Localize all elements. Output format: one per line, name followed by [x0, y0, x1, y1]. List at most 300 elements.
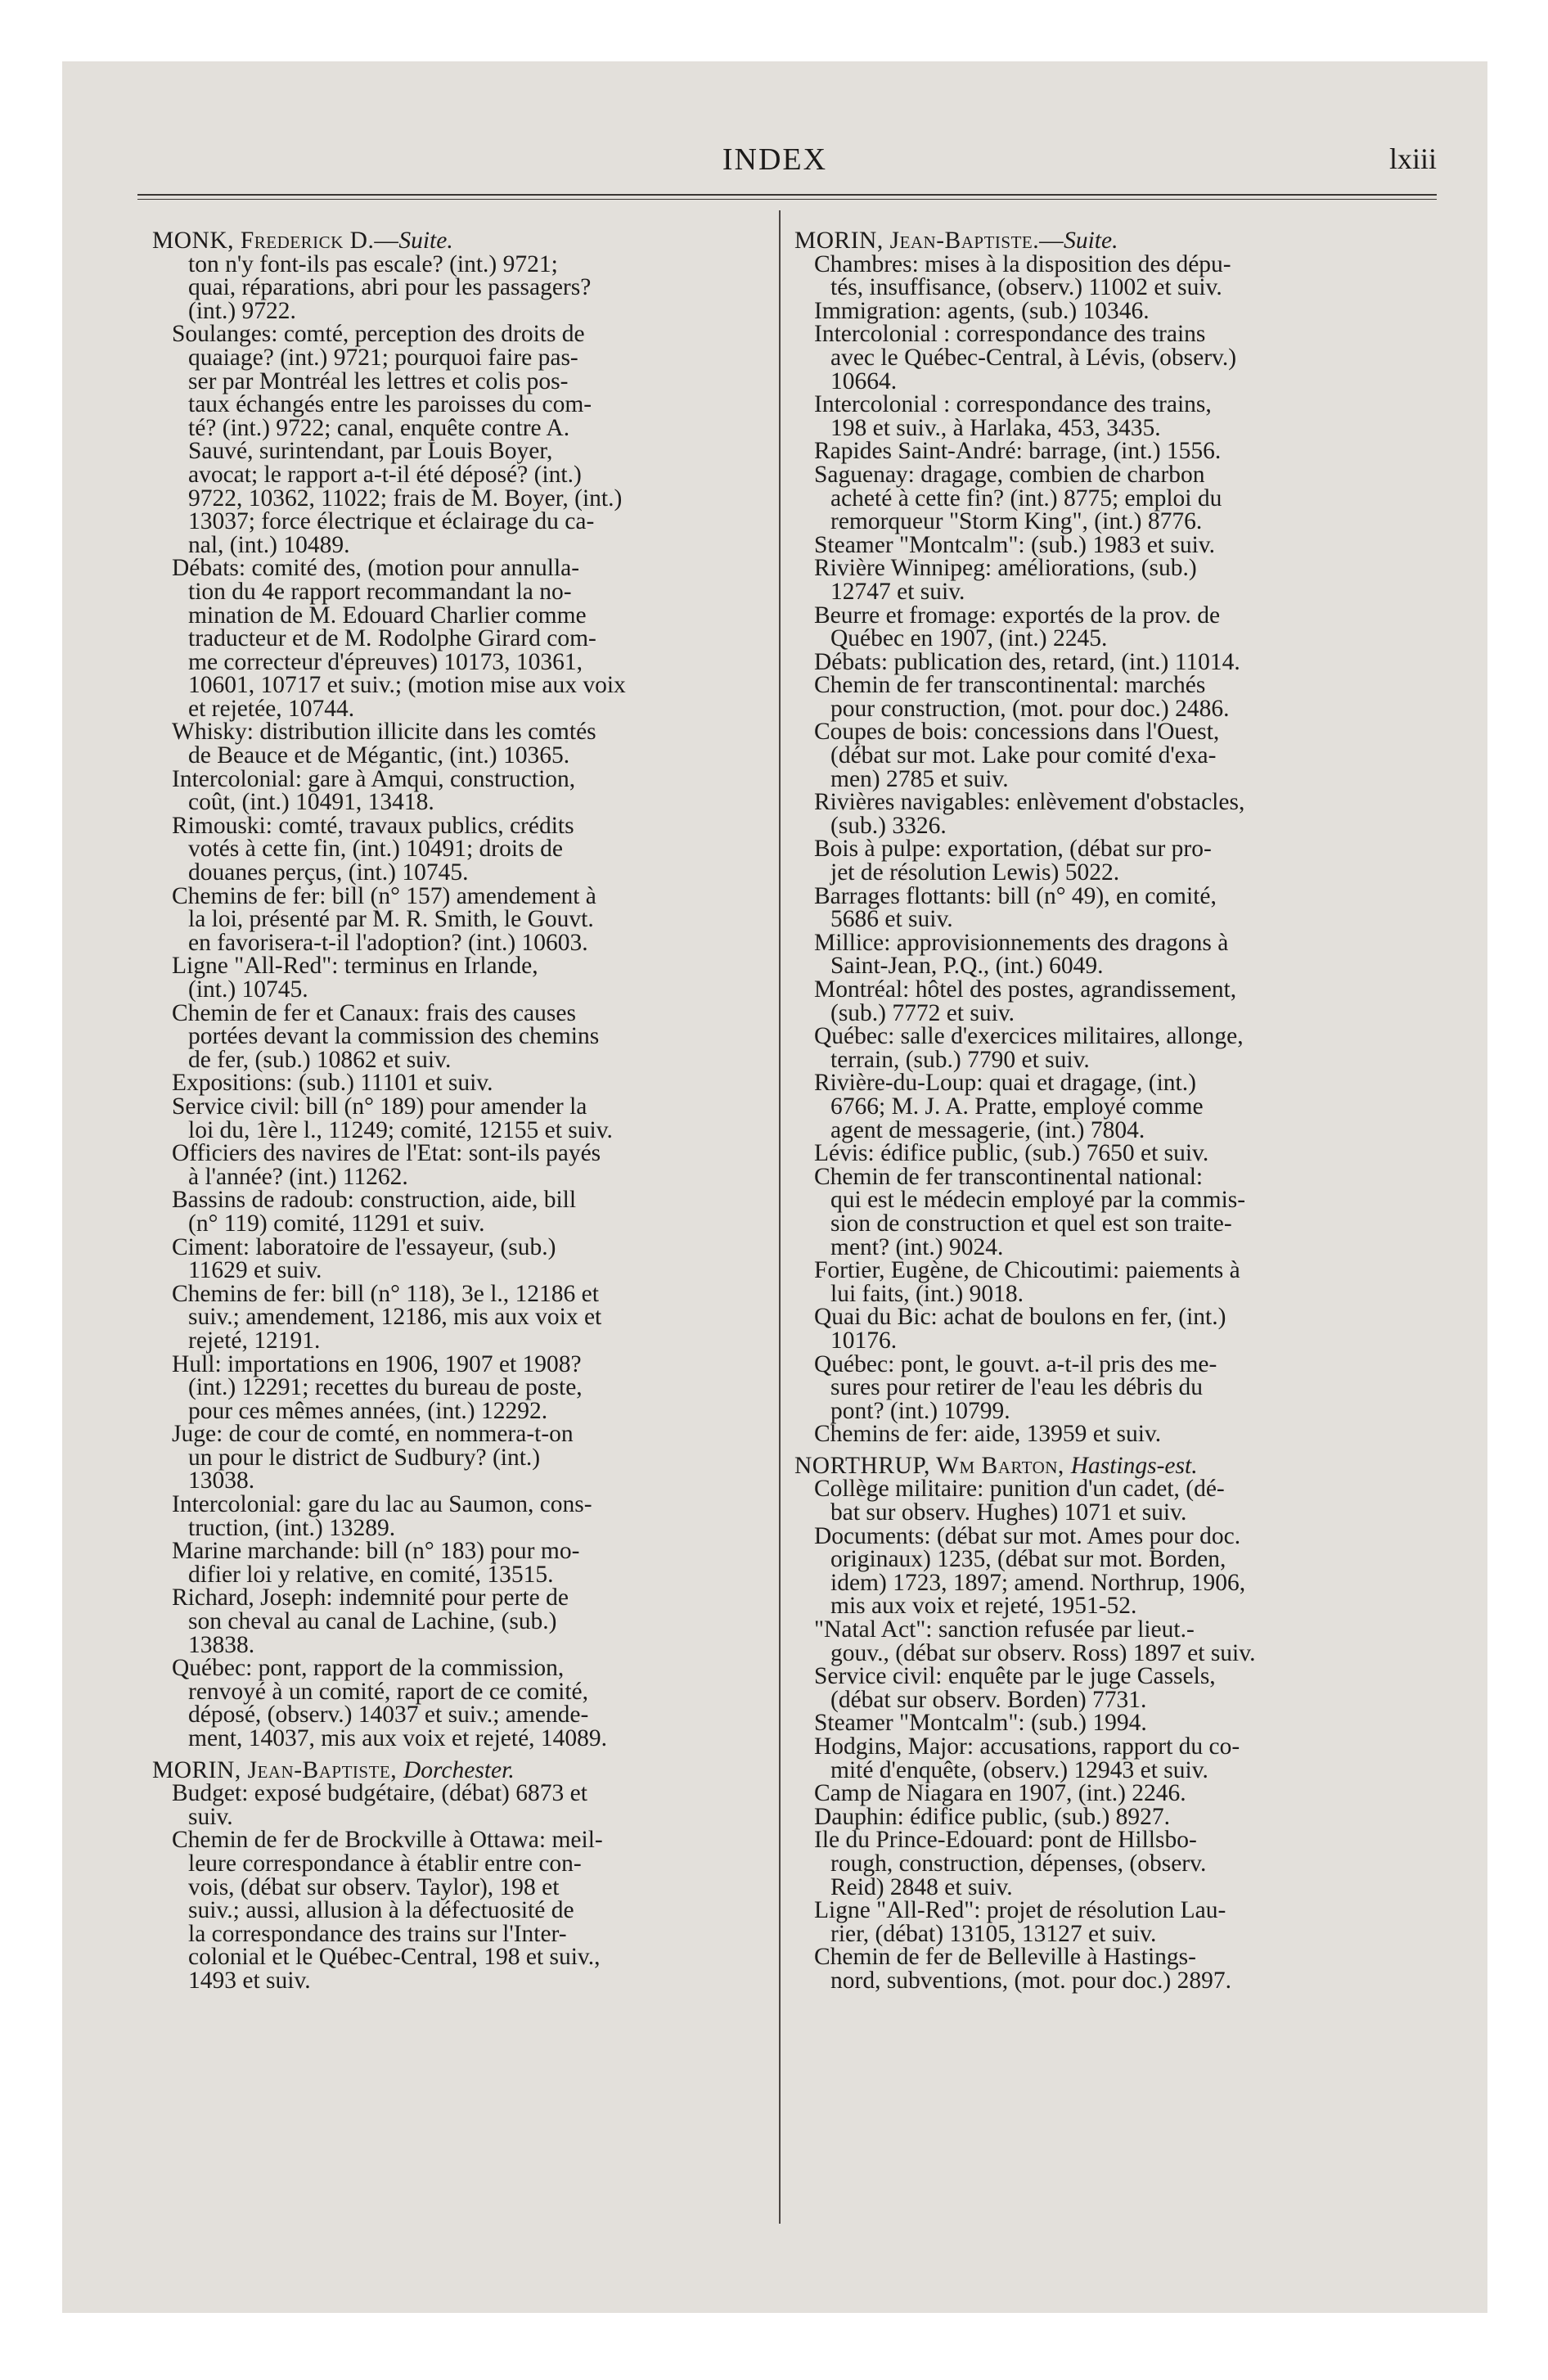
line-text: tion du 4e rapport recommandant la no-	[188, 578, 572, 605]
index-line	[152, 791, 770, 814]
index-line	[152, 978, 770, 1002]
index-line	[794, 837, 1441, 861]
index-line	[794, 954, 1441, 978]
line-text: mination de M. Edouard Charlier comme	[188, 602, 587, 629]
heading-qualifier: Suite.	[398, 228, 453, 254]
line-text: difier loi y relative, en comité, 13515.	[188, 1561, 554, 1588]
line-text: Bois à pulpe: exportation, (débat sur pro-	[814, 836, 1212, 863]
index-line	[152, 1586, 770, 1610]
line-text: me correcteur d'épreuves) 10173, 10361,	[188, 648, 583, 675]
index-line	[152, 627, 770, 651]
index-line	[152, 814, 770, 838]
index-line	[794, 999, 1441, 1026]
line-text: en favorisera-t-il l'adoption? (int.) 10603.	[188, 929, 588, 956]
index-line	[152, 1116, 770, 1143]
line-text: Ile du Prince-Edouard: pont de Hillsbo-	[814, 1827, 1197, 1854]
index-line	[152, 1631, 770, 1658]
line-text: Whisky: distribution illicite dans les comtés	[172, 719, 596, 746]
line-text: gouv., (débat sur observ. Ross) 1897 et suiv.	[830, 1639, 1256, 1666]
index-line	[152, 744, 770, 768]
line-text: Saint-Jean, P.Q., (int.) 6049.	[830, 953, 1104, 980]
line-text: 1493 et suiv.	[188, 1967, 311, 1994]
line-text: renvoyé à un comité, raport de ce comité,	[188, 1678, 588, 1705]
line-text: Québec: pont, le gouvt. a-t-il pris des me-	[814, 1350, 1217, 1377]
index-line	[152, 1539, 770, 1563]
line-text: 13037; force électrique et éclairage du ca-	[188, 508, 595, 535]
index-line	[794, 1212, 1441, 1236]
index-line	[152, 276, 770, 300]
line-text: lui faits, (int.) 9018.	[830, 1280, 1024, 1307]
index-line	[152, 931, 770, 955]
index-line	[794, 648, 1441, 675]
line-text: la loi, présenté par M. R. Smith, le Gouvt.	[188, 906, 594, 933]
line-text: Steamer "Montcalm": (sub.) 1994.	[814, 1710, 1147, 1737]
line-text: déposé, (observ.) 14037 et suiv.; amende-	[188, 1702, 589, 1729]
line-text: Chemin de fer et Canaux: frais des causes	[172, 999, 576, 1026]
line-text: truction, (int.) 13289.	[188, 1514, 396, 1541]
index-line	[794, 367, 1441, 394]
line-text: Saguenay: dragage, combien de charbon	[814, 461, 1205, 488]
heading-name: MORIN, Jean-Baptiste.—	[794, 228, 1064, 254]
index-line	[152, 557, 770, 580]
index-line	[794, 1805, 1441, 1829]
line-text: bat sur observ. Hughes) 1071 et suiv.	[830, 1499, 1187, 1526]
line-text: Beurre et fromage: exportés de la prov. de	[814, 602, 1221, 629]
line-text: suiv.	[188, 1803, 233, 1830]
line-text: de fer, (sub.) 10862 et suiv.	[188, 1046, 452, 1073]
index-page	[62, 61, 1487, 2313]
index-heading	[152, 229, 770, 253]
line-text: Lévis: édifice public, (sub.) 7650 et suiv.	[814, 1140, 1209, 1167]
index-line	[794, 414, 1441, 441]
index-line	[794, 1665, 1441, 1688]
index-line	[794, 744, 1441, 768]
line-text: rier, (débat) 13105, 13127 et suiv.	[830, 1920, 1157, 1947]
index-line	[794, 393, 1441, 417]
line-text: sion de construction et quel est son traite-	[830, 1210, 1232, 1237]
line-text: ment? (int.) 9024.	[830, 1233, 1004, 1260]
line-text: rough, construction, dépenses, (observ.	[830, 1850, 1207, 1877]
index-line	[152, 1095, 770, 1119]
index-line	[152, 580, 770, 604]
line-text: Reid) 2848 et suiv.	[830, 1873, 1013, 1900]
line-text: (sub.) 3326.	[830, 812, 947, 839]
index-line	[794, 1188, 1441, 1212]
index-line	[152, 487, 770, 511]
line-text: Dauphin: édifice public, (sub.) 8927.	[814, 1803, 1171, 1830]
line-text: Coupes de bois: concessions dans l'Ouest,	[814, 719, 1220, 746]
scanned-page	[62, 61, 1487, 2313]
index-line	[152, 1680, 770, 1704]
line-text: Rapides Saint-André: barrage, (int.) 1556.	[814, 438, 1222, 465]
index-line	[152, 1828, 770, 1852]
line-text: leure correspondance à établir entre con-	[188, 1850, 582, 1877]
line-text: Hodgins, Major: accusations, rapport du co-	[814, 1733, 1240, 1760]
index-line	[794, 978, 1441, 1002]
line-text: suiv.; amendement, 12186, mis aux voix et	[188, 1304, 602, 1331]
line-text: Hull: importations en 1906, 1907 et 1908?	[172, 1350, 582, 1377]
line-text: avocat; le rapport a-t-il été déposé? (int.)	[188, 461, 582, 488]
index-line	[152, 531, 770, 558]
line-text: Bassins de radoub: construction, aide, bill	[172, 1187, 577, 1214]
line-text: Montréal: hôtel des postes, agrandissement,	[814, 976, 1237, 1003]
index-line	[152, 510, 770, 534]
line-text: Fortier, Eugène, de Chicoutimi: paiements à	[814, 1257, 1240, 1284]
index-line	[152, 1703, 770, 1727]
line-text: Rivières navigables: enlèvement d'obstacles,	[814, 789, 1245, 816]
line-text: et rejetée, 10744.	[188, 695, 355, 722]
index-line	[152, 674, 770, 697]
line-text: Chemins de fer: bill (n° 118), 3e l., 12186 et	[172, 1280, 599, 1307]
index-line	[794, 1548, 1441, 1571]
line-text: 10601, 10717 et suiv.; (motion mise aux voix	[188, 672, 626, 699]
header-rule	[137, 194, 1437, 196]
line-text: Steamer "Montcalm": (sub.) 1983 et suiv.	[814, 531, 1215, 558]
line-text: jet de résolution Lewis) 5022.	[830, 859, 1120, 886]
line-text: Chemins de fer: bill (n° 157) amendement à	[172, 882, 596, 909]
index-line	[152, 1188, 770, 1212]
heading-name: MONK, Frederick D.—	[152, 228, 399, 254]
line-text: remorqueur "Storm King", (int.) 8776.	[830, 508, 1203, 535]
index-line	[794, 580, 1441, 604]
index-line	[794, 439, 1441, 463]
line-text: Québec: pont, rapport de la commission,	[172, 1655, 565, 1682]
index-line	[794, 1522, 1441, 1549]
index-line	[152, 250, 770, 277]
line-text: 12747 et suiv.	[830, 578, 965, 605]
index-line	[152, 908, 770, 931]
line-text: Intercolonial: gare à Amqui, construction,	[172, 765, 576, 792]
line-text: Chemin de fer transcontinental national:	[814, 1163, 1204, 1190]
line-text: ser par Montréal les lettres et colis pos-	[188, 367, 569, 394]
heading-qualifier: Dorchester.	[403, 1756, 515, 1783]
line-text: avec le Québec-Central, à Lévis, (observ.)	[830, 344, 1237, 371]
index-line	[794, 1873, 1441, 1900]
index-line	[152, 1493, 770, 1517]
line-text: Millice: approvisionnements des dragons à	[814, 929, 1229, 956]
index-line	[152, 322, 770, 346]
line-text: de Beauce et de Mégantic, (int.) 10365.	[188, 742, 570, 769]
index-line	[152, 367, 770, 394]
index-line	[152, 1212, 770, 1236]
index-line	[152, 1233, 770, 1260]
line-text: quai, réparations, abri pour les passagers?	[188, 274, 592, 301]
index-line	[794, 531, 1441, 558]
index-line	[152, 882, 770, 909]
line-text: Budget: exposé budgétaire, (débat) 6873 et	[172, 1780, 587, 1807]
index-line	[794, 1397, 1441, 1424]
heading-name: MORIN, Jean-Baptiste,	[152, 1756, 403, 1783]
index-line	[794, 1899, 1441, 1922]
index-line	[794, 720, 1441, 744]
index-line	[794, 1711, 1441, 1735]
line-text: Immigration: agents, (sub.) 10346.	[814, 297, 1150, 324]
index-line	[794, 697, 1441, 721]
line-text: idem) 1723, 1897; amend. Northrup, 1906,	[830, 1569, 1246, 1596]
line-text: colonial et le Québec-Central, 198 et suiv.,	[188, 1944, 601, 1971]
line-text: men) 2785 et suiv.	[830, 765, 1009, 792]
index-line	[152, 297, 770, 324]
index-line	[794, 346, 1441, 370]
line-text: nord, subventions, (mot. pour doc.) 2897.	[830, 1967, 1231, 1994]
line-text: té? (int.) 9722; canal, enquête contre A.	[188, 414, 570, 441]
index-line	[152, 648, 770, 675]
index-line	[794, 861, 1441, 885]
right-column	[794, 229, 1441, 1993]
index-line	[794, 510, 1441, 534]
line-text: Soulanges: comté, perception des droits de	[172, 321, 585, 348]
left-column	[152, 229, 770, 1993]
index-line	[152, 1969, 770, 1993]
line-text: (int.) 12291; recettes du bureau de poste,	[188, 1374, 583, 1401]
line-text: un pour le district de Sudbury? (int.)	[188, 1444, 541, 1471]
page-number: lxiii	[1388, 142, 1437, 175]
line-text: son cheval au canal de Lachine, (sub.)	[188, 1608, 557, 1635]
line-text: Chemin de fer de Brockville à Ottawa: meil-	[172, 1827, 603, 1854]
line-text: rejeté, 12191.	[188, 1327, 321, 1354]
line-text: Ligne "All-Red": terminus en Irlande,	[172, 953, 538, 980]
line-text: suiv.; aussi, allusion à la défectuosité de	[188, 1897, 574, 1924]
index-line	[152, 1282, 770, 1306]
index-line	[794, 250, 1441, 277]
line-text: la correspondance des trains sur l'Inter-	[188, 1920, 567, 1947]
index-line	[152, 1350, 770, 1377]
index-line	[794, 765, 1441, 792]
index-line	[794, 1282, 1441, 1306]
index-line	[152, 1945, 770, 1969]
line-text: quaiage? (int.) 9721; pourquoi faire pas-	[188, 344, 578, 371]
index-line	[152, 1805, 770, 1829]
index-line	[152, 1852, 770, 1876]
index-line	[794, 322, 1441, 346]
index-line	[152, 1563, 770, 1587]
line-text: Chambres: mises à la disposition des dépu-	[814, 250, 1231, 277]
index-line	[794, 1165, 1441, 1189]
heading-qualifier: Hastings-est.	[1070, 1452, 1198, 1479]
line-text: Quai du Bic: achat de boulons en fer, (int.)	[814, 1304, 1226, 1331]
index-line	[152, 393, 770, 417]
index-line	[794, 1095, 1441, 1119]
line-text: Ciment: laboratoire de l'essayeur, (sub.)	[172, 1233, 556, 1260]
index-line	[794, 674, 1441, 697]
line-text: Documents: (débat sur mot. Ames pour doc.	[814, 1522, 1241, 1549]
index-line	[152, 1514, 770, 1541]
index-line	[794, 1852, 1441, 1876]
line-text: Expositions: (sub.) 11101 et suiv.	[172, 1070, 493, 1097]
index-line	[794, 1071, 1441, 1095]
index-line	[794, 1782, 1441, 1805]
line-text: Camp de Niagara en 1907, (int.) 2246.	[814, 1780, 1186, 1807]
index-line	[794, 487, 1441, 511]
index-line	[794, 1116, 1441, 1143]
index-line	[794, 604, 1441, 628]
index-heading	[794, 1454, 1441, 1478]
line-text: Officiers des navires de l'Etat: sont-ils payés	[172, 1140, 601, 1167]
index-line	[794, 1735, 1441, 1759]
index-line	[152, 1657, 770, 1680]
line-text: Rivière-du-Loup: quai et dragage, (int.)	[814, 1070, 1196, 1097]
line-text: sures pour retirer de l'eau les débris du	[830, 1374, 1204, 1401]
line-text: 10664.	[830, 367, 898, 394]
line-text: pour construction, (mot. pour doc.) 2486.	[830, 695, 1230, 722]
line-text: 198 et suiv., à Harlaka, 453, 3435.	[830, 414, 1161, 441]
index-line	[794, 1501, 1441, 1525]
line-text: (n° 119) comité, 11291 et suiv.	[188, 1210, 485, 1237]
line-text: taux échangés entre les paroisses du com-	[188, 391, 592, 418]
line-text: nal, (int.) 10489.	[188, 531, 350, 558]
index-line	[794, 276, 1441, 300]
line-text: Ligne "All-Red": projet de résolution Lau-	[814, 1897, 1226, 1924]
line-text: Richard, Joseph: indemnité pour perte de	[172, 1584, 569, 1611]
line-text: (int.) 10745.	[188, 976, 308, 1003]
line-text: Service civil: enquête par le juge Cassels,	[814, 1663, 1216, 1690]
line-text: Collège militaire: punition d'un cadet, (dé-	[814, 1476, 1225, 1503]
index-line	[152, 1305, 770, 1329]
line-text: (débat sur mot. Lake pour comité d'exa-	[830, 742, 1217, 769]
index-line	[152, 346, 770, 370]
line-text: acheté à cette fin? (int.) 8775; emploi du	[830, 485, 1222, 512]
index-line	[794, 1350, 1441, 1377]
line-text: qui est le médecin employé par la commis-	[830, 1187, 1246, 1214]
index-line	[794, 1477, 1441, 1501]
heading-qualifier: Suite.	[1064, 228, 1118, 254]
index-line	[794, 297, 1441, 324]
index-line	[794, 791, 1441, 814]
line-text: Chemin de fer transcontinental: marchés	[814, 672, 1206, 699]
line-text: à l'année? (int.) 11262.	[188, 1163, 408, 1190]
index-line	[152, 1922, 770, 1946]
index-heading	[152, 1756, 770, 1783]
index-line	[152, 1469, 770, 1493]
line-text: pour ces mêmes années, (int.) 12292.	[188, 1397, 548, 1424]
index-line	[794, 1828, 1441, 1852]
index-line	[152, 1376, 770, 1400]
index-line	[794, 1025, 1441, 1048]
line-text: Service civil: bill (n° 189) pour amender la	[172, 1093, 587, 1120]
line-text: Juge: de cour de comté, en nommera-t-on	[172, 1421, 574, 1448]
line-text: mité d'enquête, (observ.) 12943 et suiv.	[830, 1756, 1208, 1783]
index-line	[794, 931, 1441, 955]
line-text: 13838.	[188, 1631, 255, 1658]
index-line	[152, 1259, 770, 1282]
line-text: Débats: publication des, retard, (int.) 11014.	[814, 648, 1240, 675]
index-line	[152, 1422, 770, 1446]
line-text: ment, 14037, mis aux voix et rejeté, 14089.	[188, 1725, 608, 1751]
index-line	[152, 999, 770, 1026]
index-line	[152, 954, 770, 978]
index-line	[794, 1048, 1441, 1072]
index-line	[794, 1259, 1441, 1282]
index-line	[152, 439, 770, 463]
line-text: 5686 et suiv.	[830, 906, 953, 933]
line-text: Marine marchande: bill (n° 183) pour mo-	[172, 1538, 580, 1565]
line-text: originaux) 1235, (débat sur mot. Borden,	[830, 1546, 1226, 1573]
header-rule-thin	[137, 199, 1437, 200]
line-text: Intercolonial : correspondance des trains	[814, 321, 1206, 348]
index-line	[794, 908, 1441, 931]
index-line	[794, 1142, 1441, 1165]
line-text: 6766; M. J. A. Pratte, employé comme	[830, 1093, 1204, 1120]
line-text: Québec: salle d'exercices militaires, allonge,	[814, 1023, 1244, 1050]
index-line	[794, 1969, 1441, 1993]
index-line	[152, 1165, 770, 1189]
index-line	[794, 1639, 1441, 1666]
line-text: terrain, (sub.) 7790 et suiv.	[830, 1046, 1090, 1073]
index-line	[152, 1142, 770, 1165]
index-line	[794, 882, 1441, 909]
index-line	[794, 557, 1441, 580]
column-divider	[779, 210, 781, 2224]
line-text: Intercolonial: gare du lac au Saumon, cons-	[172, 1491, 592, 1518]
line-text: Intercolonial : correspondance des trains,	[814, 391, 1212, 418]
line-text: Rivière Winnipeg: améliorations, (sub.)	[814, 555, 1197, 582]
index-line	[152, 1782, 770, 1805]
index-line	[794, 463, 1441, 487]
index-line	[152, 1329, 770, 1353]
line-text: loi du, 1ère l., 11249; comité, 12155 et suiv.	[188, 1116, 613, 1143]
index-line	[794, 1422, 1441, 1446]
index-line	[152, 1446, 770, 1470]
line-text: 9722, 10362, 11022; frais de M. Boyer, (int.)	[188, 485, 623, 512]
line-text: 10176.	[830, 1327, 898, 1354]
heading-name: NORTHRUP, Wm Barton,	[794, 1452, 1071, 1479]
index-line	[794, 1376, 1441, 1400]
index-line	[152, 1727, 770, 1751]
index-line	[152, 414, 770, 441]
index-line	[152, 1025, 770, 1048]
index-line	[152, 1071, 770, 1095]
index-line	[794, 1571, 1441, 1595]
index-line	[152, 463, 770, 487]
index-line	[794, 627, 1441, 651]
line-text: agent de messagerie, (int.) 7804.	[830, 1116, 1145, 1143]
line-text: douanes perçus, (int.) 10745.	[188, 859, 469, 886]
index-line	[152, 861, 770, 885]
page-title: INDEX	[722, 142, 828, 177]
line-text: (débat sur observ. Borden) 7731.	[830, 1686, 1147, 1713]
index-line	[794, 1688, 1441, 1712]
index-line	[152, 1397, 770, 1424]
index-line	[152, 1610, 770, 1634]
index-line	[794, 1922, 1441, 1946]
line-text: vois, (débat sur observ. Taylor), 198 et	[188, 1873, 560, 1900]
index-line	[794, 1756, 1441, 1783]
index-line	[794, 1945, 1441, 1969]
line-text: (int.) 9722.	[188, 297, 296, 324]
index-heading	[794, 229, 1441, 253]
index-line	[152, 1899, 770, 1922]
index-line	[152, 1873, 770, 1900]
line-text: Rimouski: comté, travaux publics, crédits	[172, 812, 574, 839]
line-text: tés, insuffisance, (observ.) 11002 et suiv.	[830, 274, 1222, 301]
line-text: portées devant la commission des chemins	[188, 1023, 600, 1050]
line-text: coût, (int.) 10491, 13418.	[188, 789, 434, 816]
line-text: pont? (int.) 10799.	[830, 1397, 1010, 1424]
line-text: "Natal Act": sanction refusée par lieut.-	[814, 1616, 1195, 1643]
index-line	[152, 604, 770, 628]
line-text: ton n'y font-ils pas escale? (int.) 9721;	[188, 250, 558, 277]
index-line	[152, 1048, 770, 1072]
index-line	[152, 720, 770, 744]
index-line	[794, 1233, 1441, 1260]
line-text: mis aux voix et rejeté, 1951-52.	[830, 1593, 1137, 1620]
index-line	[794, 1329, 1441, 1353]
line-text: Chemins de fer: aide, 13959 et suiv.	[814, 1421, 1162, 1448]
line-text: 13038.	[188, 1467, 255, 1494]
index-line	[152, 765, 770, 792]
line-text: (sub.) 7772 et suiv.	[830, 999, 1015, 1026]
index-line	[794, 814, 1441, 838]
